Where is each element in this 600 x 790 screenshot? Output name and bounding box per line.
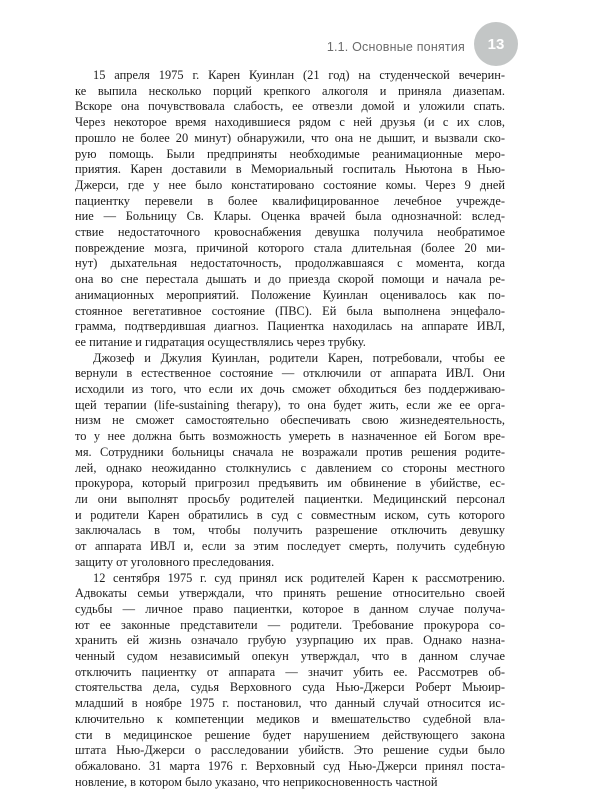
running-header: 1.1. Основные понятия xyxy=(0,40,465,54)
text-line: стоятельства дела, судья Верховного суда Нью-Джерси Роберт Мьюир- xyxy=(75,680,505,696)
text-line: анимационных мероприятий. Положение Куинлан оценивалось как по- xyxy=(75,288,505,304)
text-line: грамма, подтвердившая диагноз. Пациентка находилась на аппарате ИВЛ, xyxy=(75,319,505,335)
text-line: пациентку перевели в более квалифицированное лечебное учрежде- xyxy=(75,194,505,210)
text-line: отключить пациентку от аппарата — значит убить ее. Рассмотрев об- xyxy=(75,665,505,681)
paragraph xyxy=(75,571,505,790)
text-line: ключительно к компетенции медиков и вмешательство судебной вла- xyxy=(75,712,505,728)
text-line: от аппарата ИВЛ и, если за этим последует смерть, получить судебную xyxy=(75,539,505,555)
text-line: ли они выполнят просьбу родителей пациентки. Медицинский персонал xyxy=(75,492,505,508)
text-line: Через некоторое время находившиеся рядом с ней друзья (и с их слов, xyxy=(75,115,505,131)
text-line: повреждение мозга, причиной которого стала длительная (более 20 ми- xyxy=(75,241,505,257)
text-line: ствие недостаточного кровоснабжения девушка получила необратимое xyxy=(75,225,505,241)
text-line: сти в медицинское решение будет нарушением действующего закона xyxy=(75,728,505,744)
text-line: лей, однако неожиданно столкнулись с давлением со стороны местного xyxy=(75,461,505,477)
text-line: ние — Больницу Св. Клары. Оценка врачей была однозначной: вслед- xyxy=(75,209,505,225)
text-line: 15 апреля 1975 г. Карен Куинлан (21 год) на студенческой вечерин- xyxy=(75,68,505,84)
text-line: рую помощь. Были предприняты необходимые реанимационные меро- xyxy=(75,147,505,163)
text-line: и родители Карен обратились в суд с совместным иском, суть которого xyxy=(75,508,505,524)
text-line: щей терапии (life-sustaining therapy), то она будет жить, если же ее орга- xyxy=(75,398,505,414)
body-text xyxy=(75,68,505,790)
text-line: защиту от уголовного преследования. xyxy=(75,555,505,571)
text-line: она во сне перестала дышать и до приезда скорой помощи и начала ре- xyxy=(75,272,505,288)
paragraph xyxy=(75,351,505,571)
text-line: стоянное вегетативное состояние (ПВС). Ей была выполнена энцефало- xyxy=(75,304,505,320)
text-line: прокурора, который пригрозил предъявить им обвинение в убийстве, ес- xyxy=(75,476,505,492)
text-line: заключалась в том, чтобы получить разрешение отключить девушку xyxy=(75,523,505,539)
text-line: Вскоре она почувствовала слабость, ее отвезли домой и уложили спать. xyxy=(75,99,505,115)
text-line: Джозеф и Джулия Куинлан, родители Карен, потребовали, чтобы ее xyxy=(75,351,505,367)
text-line: обжаловано. 31 марта 1976 г. Верховный суд Нью-Джерси принял поста- xyxy=(75,759,505,775)
text-line: нут) дыхательная недостаточность, продолжавшаяся с момента, когда xyxy=(75,256,505,272)
text-line: приятия. Карен доставили в Мемориальный госпиталь Ньютона в Нью- xyxy=(75,162,505,178)
text-line: ее питание и гидратация осуществлялись через трубку. xyxy=(75,335,505,351)
text-line: младший в ноябре 1975 г. постановил, что данный случай относится ис- xyxy=(75,696,505,712)
text-line: ют ее законные представители — родители. Требование прокурора со- xyxy=(75,618,505,634)
text-line: ченный судом независимый опекун утверждал, что в данном случае xyxy=(75,649,505,665)
text-line: хранить ей жизнь означало грубую узурпацию их прав. Однако назна- xyxy=(75,633,505,649)
text-line: судьбы — личное право пациентки, которое в данном случае получа- xyxy=(75,602,505,618)
text-line: низм не сможет самостоятельно обеспечивать свою жизнедеятельность, xyxy=(75,413,505,429)
text-line: ке выпила несколько порций крепкого алкоголя и приняла диазепам. xyxy=(75,84,505,100)
text-line: Джерси, где у нее было констатировано состояние комы. Через 9 дней xyxy=(75,178,505,194)
text-line: то у нее должна быть возможность умереть в назначенное ей Богом вре- xyxy=(75,429,505,445)
paragraph xyxy=(75,68,505,351)
page-number-badge: 13 xyxy=(474,22,518,66)
text-line: новление, в котором было указано, что неприкосновенность частной xyxy=(75,775,505,790)
text-line: прошло не более 20 минут) обнаружили, что она не дышит, и вызвали ско- xyxy=(75,131,505,147)
text-line: Адвокаты семьи утверждали, что принять решение относительно своей xyxy=(75,586,505,602)
text-line: 12 сентября 1975 г. суд принял иск родителей Карен к рассмотрению. xyxy=(75,571,505,587)
text-line: исходили из того, что если их дочь сможет обходиться без поддерживаю- xyxy=(75,382,505,398)
text-line: штата Нью-Джерси о расследовании убийств. Это решение судьи было xyxy=(75,743,505,759)
text-line: мя. Сотрудники больницы сначала не возражали против решения родите- xyxy=(75,445,505,461)
text-line: вернули в естественное состояние — отключили от аппарата ИВЛ. Они xyxy=(75,366,505,382)
